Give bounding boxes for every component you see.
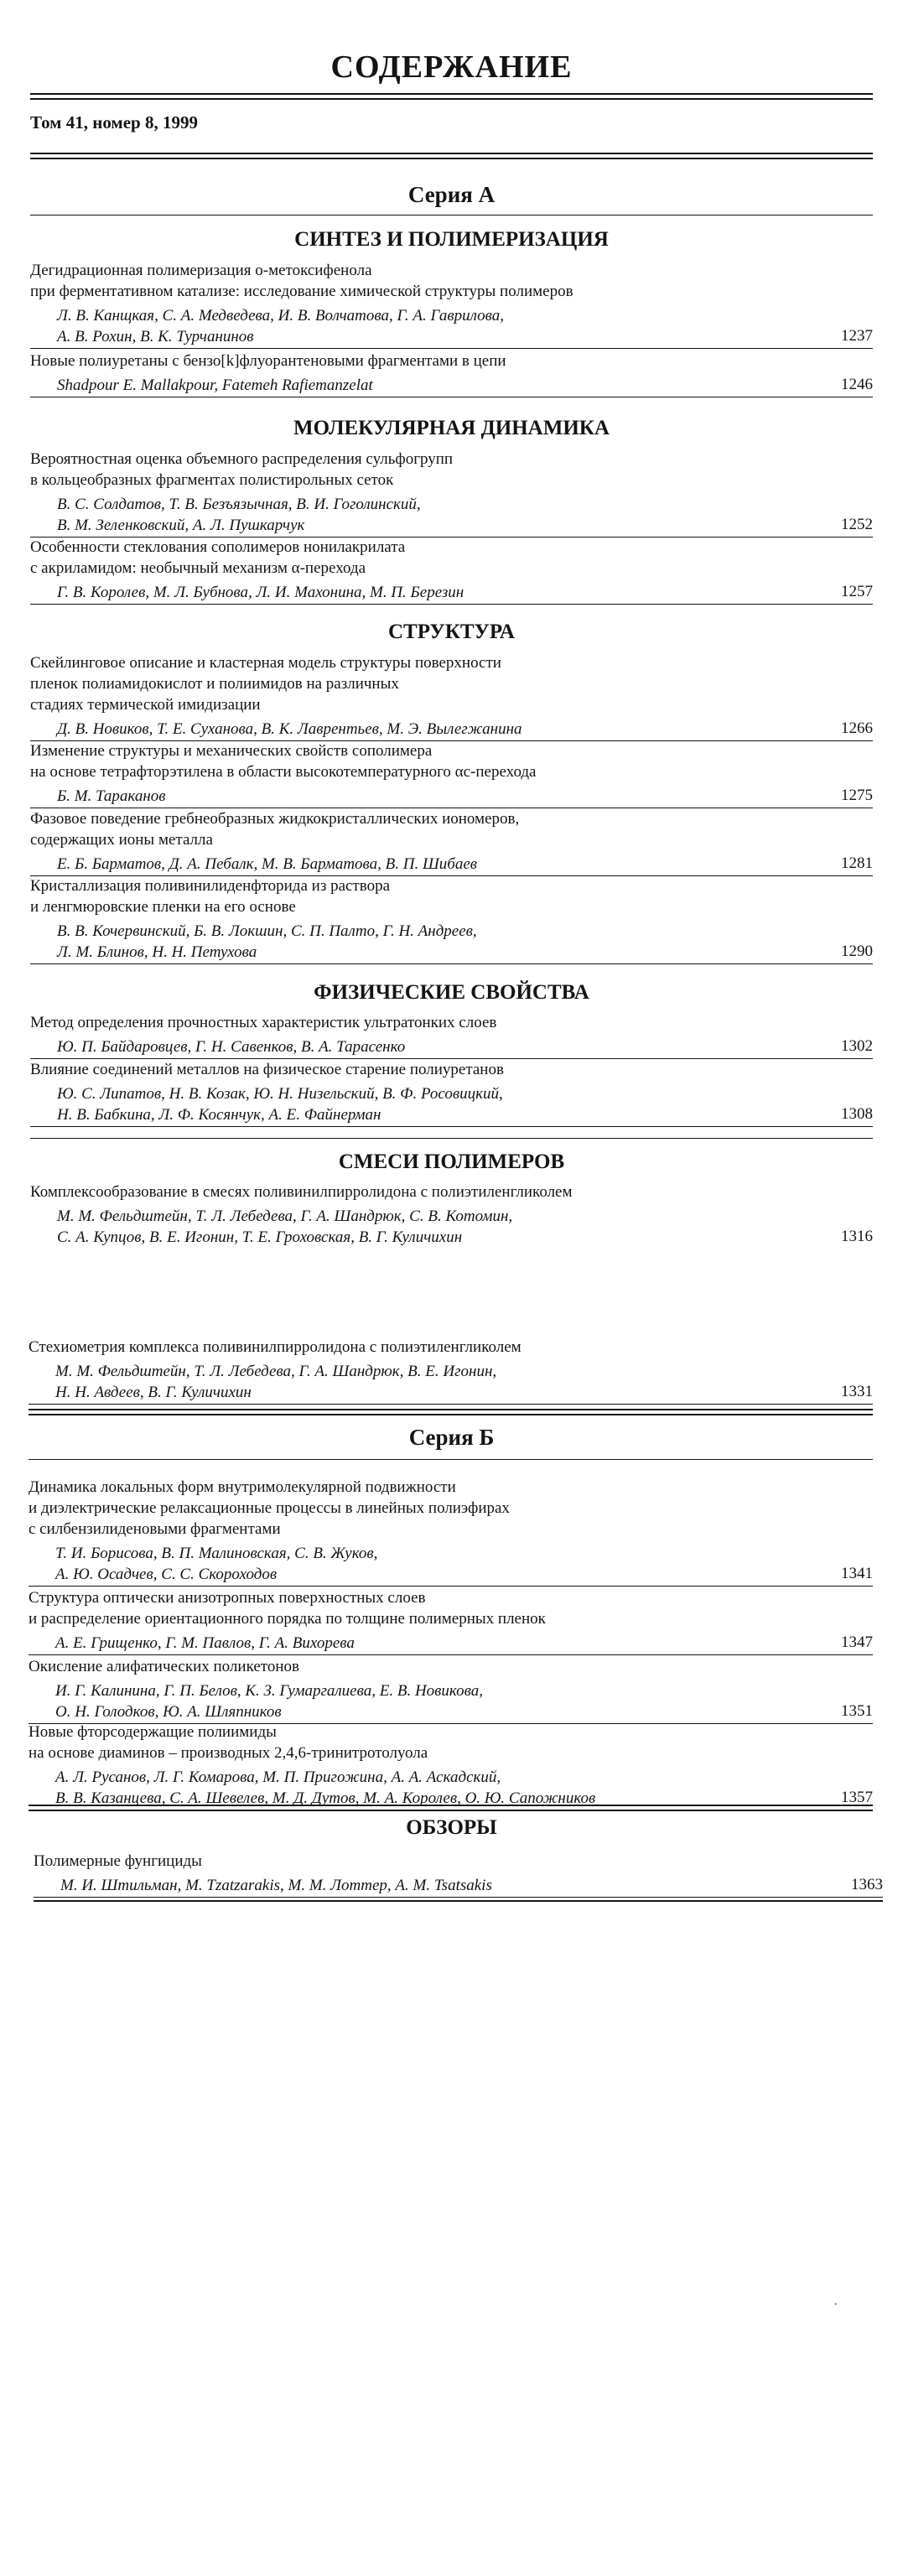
toc-entry[interactable]	[30, 1059, 873, 1127]
toc-entry[interactable]	[30, 875, 873, 964]
article-title: Полимерные фунгициды	[34, 1852, 202, 1870]
volume-rule-2	[30, 158, 873, 159]
authors-text: А. Е. Грищенко, Г. М. Павлов, Г. А. Вихорева	[55, 1634, 355, 1652]
page-number: 1316	[841, 1228, 873, 1245]
toc-entry[interactable]	[30, 537, 873, 605]
article-authors	[34, 1875, 883, 1898]
page-number: 1351	[841, 1702, 873, 1720]
title-rule-1	[30, 93, 873, 95]
page-number: 1281	[841, 854, 873, 872]
toc-entry[interactable]	[30, 652, 873, 741]
toc-entry[interactable]	[29, 1337, 873, 1405]
page-number: 1257	[841, 583, 873, 600]
page-number: 1252	[841, 516, 873, 533]
series-a-rule	[30, 215, 873, 216]
volume-info: Том 41, номер 8, 1999	[30, 112, 198, 132]
page-number: 1357	[841, 1789, 873, 1806]
toc-entry[interactable]	[30, 449, 873, 538]
authors-text: Ю. С. Липатов, Н. В. Козак, Ю. Н. Низельский, В. Ф. Росовицкий, Н. В. Бабкина, Л. Ф. Косянчук, А. Е. Файнерман	[57, 1085, 503, 1124]
article-authors	[30, 582, 873, 605]
toc-entry[interactable]	[30, 260, 873, 349]
toc-entry[interactable]	[29, 1722, 873, 1810]
article-authors	[30, 305, 873, 349]
article-title: Изменение структуры и механических свойств сополимера на основе тетрафторэтилена в области высокотемпературного αс-перехода	[30, 742, 537, 781]
article-title: Влияние соединений металлов на физическое старение полиуретанов	[30, 1061, 504, 1078]
page-number: 1275	[841, 787, 873, 804]
article-title: Фазовое поведение гребнеобразных жидкокристаллических иономеров, содержащих ионы металла	[30, 810, 520, 849]
authors-text: М. М. Фельдштейн, Т. Л. Лебедева, Г. А. Шандрюк, В. Е. Игонин, Н. Н. Авдеев, В. Г. Куличихин	[55, 1363, 497, 1401]
toc-entry[interactable]	[30, 740, 873, 808]
authors-text: М. М. Фельдштейн, Т. Л. Лебедева, Г. А. Шандрюк, С. В. Котомин, С. А. Купцов, В. Е. Игонин, Т. Е. Гроховская, В. Г. Куличихин	[57, 1208, 513, 1246]
page-number: 1246	[841, 376, 873, 393]
page-number: 1266	[841, 719, 873, 737]
toc-entry[interactable]	[34, 1851, 883, 1898]
page-number: 1302	[841, 1037, 873, 1055]
authors-text: Ю. П. Байдаровцев, Г. Н. Савенков, В. А. Тарасенко	[57, 1038, 406, 1056]
authors-text: Г. В. Королев, М. Л. Бубнова, Л. И. Махонина, М. П. Березин	[57, 584, 464, 601]
volume-rule-1	[30, 153, 873, 154]
article-authors	[29, 1543, 873, 1587]
section-structure-heading: СТРУКТУРА	[387, 621, 515, 643]
authors-text: Е. Б. Барматов, Д. А. Пебалк, М. В. Барматова, В. П. Шибаев	[57, 855, 478, 873]
article-authors	[30, 375, 873, 397]
section-synthesis-heading: СИНТЕЗ И ПОЛИМЕРИЗАЦИЯ	[294, 228, 609, 251]
article-title: Дегидрационная полимеризация о-метоксифенола при ферментативном катализе: исследование химической структуры полимеров	[30, 262, 573, 300]
article-title: Окисление алифатических поликетонов	[29, 1658, 299, 1675]
page-number: 1341	[841, 1565, 873, 1582]
authors-text: Д. В. Новиков, Т. Е. Суханова, В. К. Лаврентьев, М. Э. Вылегжанина	[57, 720, 522, 738]
toc-entry[interactable]	[30, 1182, 873, 1249]
article-title: Стехиометрия комплекса поливинилпирролидона с полиэтиленгликолем	[29, 1338, 522, 1356]
article-authors	[29, 1633, 873, 1655]
article-authors	[30, 1206, 873, 1249]
page-number: 1290	[841, 943, 873, 960]
series-b-heading: Серия Б	[408, 1425, 495, 1450]
article-title: Новые полиуретаны с бензо[k]флуорантеновыми фрагментами в цепи	[30, 352, 506, 370]
article-authors	[30, 494, 873, 538]
toc-entry[interactable]	[29, 1477, 873, 1587]
article-title: Особенности стеклования сополимеров нонилакрилата с акриламидом: необычный механизм α-перехода	[30, 538, 406, 577]
page-number: 1363	[851, 1876, 883, 1893]
article-authors	[30, 786, 873, 808]
article-title: Скейлинговое описание и кластерная модель структуры поверхности пленок полиамидокислот и полиимидов на различных стадиях термической имидизации	[30, 654, 501, 714]
article-title: Комплексообразование в смесях поливинилпирролидона с полиэтиленгликолем	[30, 1183, 573, 1201]
authors-text: А. Л. Русанов, Л. Г. Комарова, М. П. Пригожина, А. А. Аскадский, В. В. Казанцева, С. А. Шевелев, М. Д. Дутов, М. А. Королев, О. Ю. Сапожников	[55, 1768, 596, 1807]
reviews-divider-2	[29, 1810, 873, 1811]
authors-text: Shadpour E. Mallakpour, Fatemeh Rafiemanzelat	[57, 377, 373, 394]
article-title: Вероятностная оценка объемного распределения сульфогрупп в кольцеобразных фрагментах полистирольных сеток	[30, 450, 454, 489]
article-title: Новые фторсодержащие полиимиды на основе диаминов – производных 2,4,6-тринитротолуола	[29, 1723, 428, 1762]
authors-text: М. И. Штильман, M. Tzatzarakis, М. М. Лоттер, A. M. Tsatsakis	[60, 1877, 492, 1894]
series-b-rule	[29, 1459, 873, 1460]
bottom-rule	[34, 1900, 883, 1902]
page-number: 1347	[841, 1633, 873, 1651]
section-divider	[30, 1138, 873, 1139]
series-divider-1	[29, 1409, 873, 1410]
authors-text: В. В. Кочервинский, Б. В. Локшин, С. П. Палто, Г. Н. Андреев, Л. М. Блинов, Н. Н. Петухова	[57, 922, 477, 961]
toc-entry[interactable]	[30, 1012, 873, 1059]
authors-text: Б. М. Тараканов	[57, 787, 166, 805]
section-physical-heading: ФИЗИЧЕСКИЕ СВОЙСТВА	[314, 981, 589, 1004]
article-title: Метод определения прочностных характеристик ультратонких слоев	[30, 1014, 497, 1031]
authors-text: И. Г. Калинина, Г. П. Белов, К. З. Гумаргалиева, Е. В. Новикова, О. Н. Голодков, Ю. А. Шляпников	[55, 1682, 483, 1721]
page-title: СОДЕРЖАНИЕ	[330, 49, 573, 85]
page-number: 1308	[841, 1105, 873, 1123]
authors-text: В. С. Солдатов, Т. В. Безъязычная, В. И. Гоголинский, В. М. Зеленковский, А. Л. Пушкарчук	[57, 496, 421, 534]
page-number: 1237	[841, 327, 873, 345]
article-authors	[30, 921, 873, 964]
page-number: 1331	[841, 1383, 873, 1400]
section-dynamics-heading: МОЛЕКУЛЯРНАЯ ДИНАМИКА	[293, 417, 610, 439]
article-title: Динамика локальных форм внутримолекулярной подвижности и диэлектрические релаксационные процессы в линейных полиэфирах с силбензилиденовыми фрагментами	[29, 1478, 510, 1538]
article-authors	[30, 854, 873, 876]
toc-entry[interactable]	[29, 1587, 873, 1655]
authors-text: Т. И. Борисова, В. П. Малиновская, С. В. Жуков, А. Ю. Осадчев, С. С. Скороходов	[55, 1545, 378, 1583]
article-authors	[29, 1680, 873, 1724]
authors-text: Л. В. Канщкая, С. А. Медведева, И. В. Волчатова, Г. А. Гаврилова, А. В. Рохин, В. К. Турчанинов	[57, 307, 504, 345]
toc-entry[interactable]	[29, 1656, 873, 1724]
article-title: Кристаллизация поливинилиденфторида из раствора и ленгмюровские пленки на его основе	[30, 877, 391, 916]
title-rule-2	[30, 98, 873, 100]
series-a-heading: Серия А	[407, 182, 496, 207]
toc-entry[interactable]	[30, 351, 873, 397]
article-authors	[30, 1036, 873, 1059]
article-authors	[30, 1083, 873, 1127]
series-divider-2	[29, 1414, 873, 1415]
section-blends-heading: СМЕСИ ПОЛИМЕРОВ	[338, 1150, 565, 1173]
reviews-divider-1	[29, 1805, 873, 1806]
article-title: Структура оптически анизотропных поверхностных слоев и распределение ориентационного порядка по толщине полимерных пленок	[29, 1589, 546, 1628]
article-authors	[29, 1361, 873, 1405]
footer-mark: ·	[833, 2298, 838, 2312]
article-authors	[30, 719, 873, 741]
section-reviews-heading: ОБЗОРЫ	[406, 1816, 497, 1839]
toc-entry[interactable]	[30, 808, 873, 876]
